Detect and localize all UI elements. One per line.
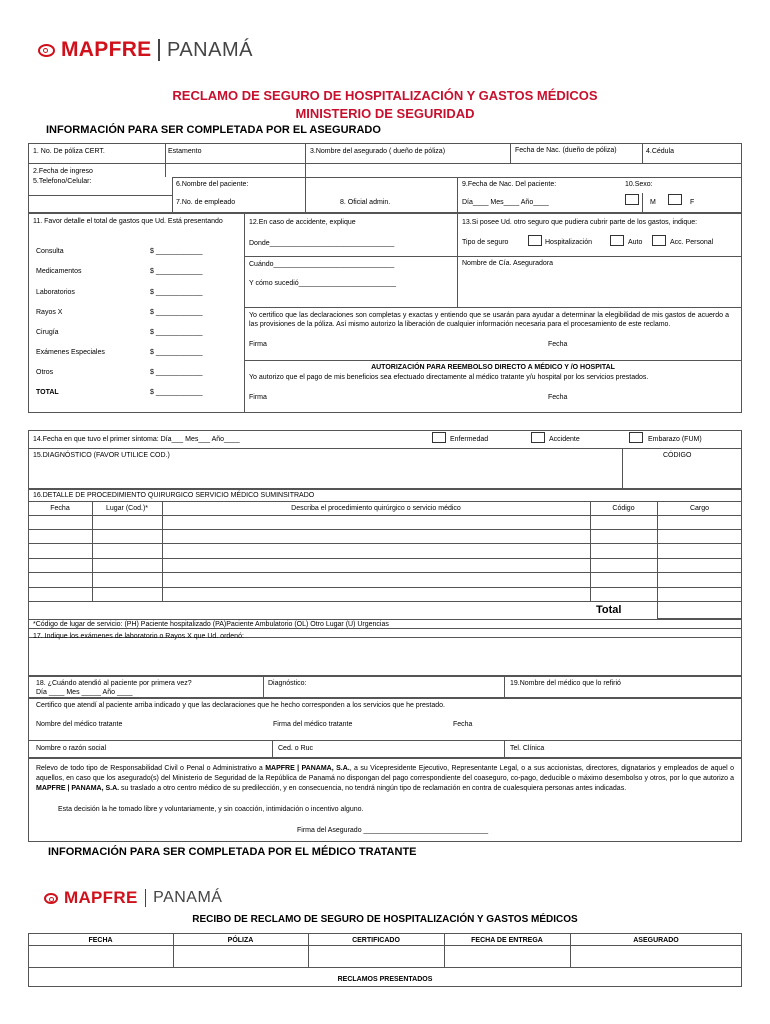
accident-checkbox[interactable] <box>531 432 545 443</box>
receipt-column-header: CERTIFICADO <box>352 937 400 944</box>
expense-label: Medicamentos <box>36 268 82 275</box>
release-text <box>36 764 734 794</box>
referring-doctor-field[interactable]: 19.Nombre del médico que lo refirió <box>510 680 621 687</box>
diagnosis-field[interactable]: 15.DIAGNÓSTICO (FAVOR UTILICE COD.) <box>33 452 170 459</box>
sex-male-label: M <box>650 199 656 206</box>
divider <box>457 256 742 257</box>
authorization-signature-field[interactable]: Firma <box>249 394 267 401</box>
holder-dob-field[interactable]: Fecha de Nac. (dueño de póliza) <box>515 147 617 154</box>
mapfre-logo-receipt <box>44 888 222 908</box>
divider <box>28 448 742 449</box>
cedula-field[interactable]: 4.Cédula <box>646 148 675 155</box>
insured-signature-field[interactable]: Firma del Asegurado ________________________________ <box>297 827 489 834</box>
estamento-field[interactable]: Estamento <box>168 148 202 155</box>
divider <box>28 740 742 741</box>
doctor-certification-text: Certifico que atendí al paciente arriba indicado y que las declaraciones que he hecho corresponden a los servicios que he prestado. <box>36 702 445 709</box>
receipt-title: RECIBO DE RECLAMO DE SEGURO DE HOSPITALIZACIÓN Y GASTOS MÉDICOS <box>192 914 578 925</box>
company-name: MAPFRE | PANAMA, S.A. <box>36 785 120 792</box>
divider <box>504 676 505 698</box>
expense-label: Consulta <box>36 248 64 255</box>
sex-field[interactable]: 10.Sexo: <box>625 181 653 188</box>
divider <box>622 448 623 489</box>
receipt-column-header: PÓLIZA <box>227 937 254 944</box>
claims-presented-label: RECLAMOS PRESENTADOS <box>337 976 433 983</box>
logo-divider <box>158 39 160 61</box>
expense-amount-field[interactable]: $ ____________ <box>150 369 203 376</box>
column-header: Lugar (Cod.)* <box>105 505 149 512</box>
table-row[interactable] <box>28 529 742 543</box>
first-visit-diagnosis-field[interactable]: Diagnóstico: <box>268 680 307 687</box>
pregnancy-label: Embarazo (FUM) <box>648 436 702 443</box>
entry-date-field[interactable]: 2.Fecha de ingreso <box>33 168 93 175</box>
certification-date-field[interactable]: Fecha <box>548 341 568 348</box>
column-header: Fecha <box>50 505 70 512</box>
authorization-heading: AUTORIZACIÓN PARA REEMBOLSO DIRECTO A MÉDICO Y /O HOSPITAL <box>371 364 615 371</box>
expense-amount-field[interactable]: $ ____________ <box>150 248 203 255</box>
place-code-footnote: *Código de lugar de servicio: (PH) Paciente hospitalizado (PA)Paciente Ambulatorio (OL) Otro Lugar (U) Urgencias <box>33 621 389 628</box>
divider <box>244 360 742 361</box>
insurance-type-auto-checkbox[interactable] <box>610 235 624 246</box>
phone-field[interactable]: 5.Telefono/Celular: <box>33 178 92 185</box>
insurance-type-auto-label: Auto <box>628 239 643 246</box>
table-row[interactable] <box>28 515 742 529</box>
divider <box>28 601 742 602</box>
expense-label: Rayos X <box>36 309 63 316</box>
divider <box>165 143 166 177</box>
first-visit-label: 18. ¿Cuándo atendió al paciente por primera vez? <box>36 680 192 687</box>
expense-amount-field[interactable]: $ ____________ <box>150 309 203 316</box>
receipt-column-header: FECHA <box>88 937 113 944</box>
expense-label: Otros <box>36 369 54 376</box>
mapfre-emblem-icon <box>38 44 55 57</box>
receipt-column-header: FECHA DE ENTREGA <box>471 937 543 944</box>
divider <box>172 177 173 213</box>
certification-text: Yo certifico que las declaraciones son completas y exactas y entiendo que se usarán para ayudar a determinar la elegibilidad de mis gastos de acuerdo a las provisiones de la póliza. Así mismo autorizo la liberación de cualquier información necesaria para el procesamiento de este reclamo. <box>249 312 729 328</box>
first-symptom-date-field[interactable]: 14.Fecha en que tuvo el primer síntoma: Día___ Mes___ Año____ <box>33 436 240 443</box>
release-text-part: Relevo de todo tipo de Responsabilidad Civil o Penal o Administrativo a <box>36 765 266 772</box>
receipt-row[interactable] <box>28 946 742 967</box>
patient-dob-format[interactable]: Día____ Mes____ Año____ <box>462 199 549 206</box>
divider <box>305 143 306 213</box>
procedures-total-label: Total <box>596 604 622 616</box>
expense-total-label: TOTAL <box>36 389 59 396</box>
brand-country: PANAMÁ <box>153 889 223 906</box>
doctor-signature-field[interactable]: Firma del médico tratante <box>273 721 353 728</box>
lab-exams-field[interactable]: 17. Indique los exámenes de laboratorio o Rayos X que Ud. ordenó: <box>33 633 244 640</box>
table-row[interactable] <box>28 587 742 601</box>
expense-amount-field[interactable]: $ ____________ <box>150 268 203 275</box>
divider <box>244 213 245 413</box>
form-title: RECLAMO DE SEGURO DE HOSPITALIZACIÓN Y GASTOS MÉDICOS <box>172 88 598 103</box>
brand-name: MAPFRE <box>61 38 152 61</box>
column-header: Código <box>612 505 635 512</box>
receipt-column-header: ASEGURADO <box>633 937 679 944</box>
divider <box>263 676 264 698</box>
sex-female-checkbox[interactable] <box>668 194 682 205</box>
divider <box>28 195 172 196</box>
employee-number-field[interactable]: 7.No. de empleado <box>176 199 236 206</box>
table-row[interactable] <box>28 558 742 572</box>
divider <box>244 307 742 308</box>
table-row[interactable] <box>28 572 742 587</box>
release-voluntary-text: Esta decisión la he tomado libre y voluntariamente, y sin coacción, intimidación o incentivo alguno. <box>58 806 364 813</box>
expenses-heading: 11. Favor detalle el total de gastos que Ud. Está presentando <box>33 218 223 225</box>
mapfre-logo <box>38 38 253 62</box>
diagnosis-code-field[interactable]: CÓDIGO <box>663 452 692 459</box>
sex-male-checkbox[interactable] <box>625 194 639 205</box>
admin-officer-field[interactable]: 8. Oficial admin. <box>340 199 391 206</box>
patient-name-field[interactable]: 6.Nombre del paciente: <box>176 181 249 188</box>
doctor-name-field[interactable]: Nombre del médico tratante <box>36 721 123 728</box>
brand-name: MAPFRE <box>64 888 138 907</box>
mapfre-emblem-icon <box>44 893 58 904</box>
policy-number-field[interactable]: 1. No. De póliza CERT. <box>33 148 105 155</box>
divider <box>457 177 458 213</box>
logo-divider <box>145 889 147 907</box>
divider <box>457 213 458 307</box>
accident-where-field[interactable]: Donde________________________________ <box>249 240 395 247</box>
section-doctor-heading: INFORMACIÓN PARA SER COMPLETADA POR EL MÉDICO TRATANTE <box>48 846 417 858</box>
pregnancy-checkbox[interactable] <box>629 432 643 443</box>
divider <box>28 967 742 968</box>
accident-label: Accidente <box>549 436 580 443</box>
divider <box>642 193 643 213</box>
accident-how-field[interactable]: Y cómo sucedió_________________________ <box>249 280 397 287</box>
divider <box>272 740 273 758</box>
authorization-date-field[interactable]: Fecha <box>548 394 568 401</box>
illness-checkbox[interactable] <box>432 432 446 443</box>
procedures-heading: 16.DETALLE DE PROCEDIMIENTO QUIRURGICO SERVICIO MÉDICO SUMINSITRADO <box>33 492 315 499</box>
insurance-type-hospital-checkbox[interactable] <box>528 235 542 246</box>
section-insured-heading: INFORMACIÓN PARA SER COMPLETADA POR EL ASEGURADO <box>46 124 381 136</box>
illness-label: Enfermedad <box>450 436 489 443</box>
table-row[interactable] <box>28 543 742 558</box>
expense-amount-field[interactable]: $ ____________ <box>150 289 203 296</box>
release-text-part: su traslado a otro centro médico de su predilección, y en consecuencia, no tendrá ningún tipo de reclamación en contra de cualesquiera personas antes indicadas. <box>119 785 627 792</box>
first-visit-date-field[interactable]: Día ____ Mes _____ Año ____ <box>36 689 133 696</box>
other-insurance-heading: 13.Si posee Ud. otro seguro que pudiera cubrir parte de los gastos, indique: <box>462 219 698 226</box>
form-subtitle: MINISTERIO DE SEGURIDAD <box>295 106 475 121</box>
divider <box>642 143 643 163</box>
sex-female-label: F <box>690 199 695 206</box>
column-header: Describa el procedimiento quirúrgico o servicio médico <box>291 505 461 512</box>
patient-dob-field[interactable]: 9.Fecha de Nac. Del paciente: <box>462 181 557 188</box>
ruc-field[interactable]: Ced. o Ruc <box>278 745 314 752</box>
insurance-type-label: Tipo de seguro <box>462 239 509 246</box>
expense-label: Laboratorios <box>36 289 75 296</box>
insurer-name-field[interactable]: Nombre de Cía. Aseguradora <box>462 260 554 267</box>
clinic-phone-field[interactable]: Tel. Clínica <box>510 745 545 752</box>
expense-amount-field[interactable]: $ ____________ <box>150 349 203 356</box>
accident-heading: 12.En caso de accidente, explique <box>249 219 356 226</box>
holder-name-field[interactable]: 3.Nombre del asegurado ( dueño de póliza) <box>310 148 446 155</box>
doctor-date-field[interactable]: Fecha <box>453 721 473 728</box>
expense-total-field[interactable]: $ ____________ <box>150 389 203 396</box>
column-header: Cargo <box>689 505 710 512</box>
insurance-type-hospital-label: Hospitalización <box>545 239 593 246</box>
divider <box>510 143 511 163</box>
expense-amount-field[interactable]: $ ____________ <box>150 329 203 336</box>
accident-when-field[interactable]: Cuándo_______________________________ <box>249 261 395 268</box>
divider <box>28 163 742 164</box>
release-text-part: , a su Vicepresidente Ejecutivo, Representante Legal, o a sus accionistas, directores, dignatarios y empleados de aquel o aquellos, en caso que los asegurado(s) del Ministerio de Seguridad de la República de Panamá no dispongan del pago correspondiente del coaseguro, co-pago, deducible o máximo desembolso y otros, por lo que autorizo a <box>36 765 734 782</box>
company-name: MAPFRE | PANAMA, S.A. <box>265 765 350 772</box>
expense-label: Exámenes Especiales <box>36 349 105 356</box>
insurance-type-personal-checkbox[interactable] <box>652 235 666 246</box>
business-name-field[interactable]: Nombre o razón social <box>36 745 107 752</box>
expense-label: Cirugía <box>36 329 59 336</box>
divider <box>244 256 457 257</box>
procedures-total-field[interactable] <box>657 601 742 619</box>
divider <box>28 501 742 502</box>
insurance-type-personal-label: Acc. Personal <box>670 239 714 246</box>
authorization-text: Yo autorizo que el pago de mis beneficios sea efectuado directamente al médico tratante y/u hospital por los servicios prestados. <box>249 374 649 381</box>
brand-country: PANAMÁ <box>166 38 253 61</box>
certification-signature-field[interactable]: Firma <box>249 341 267 348</box>
divider <box>504 740 505 758</box>
